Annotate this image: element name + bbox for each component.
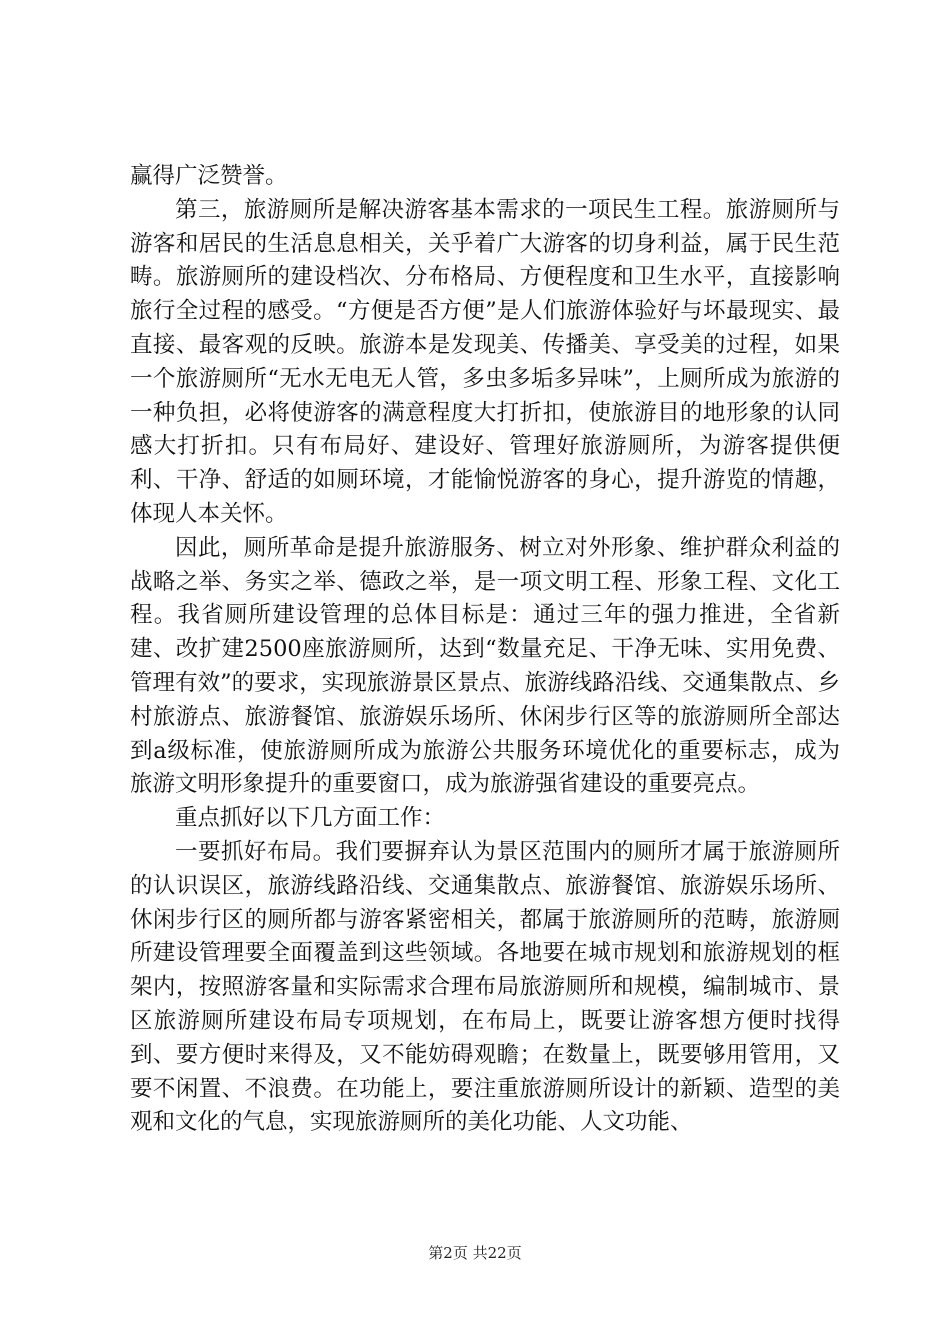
paragraph-5: 一要抓好布局。我们要摒弃认为景区范围内的厕所才属于旅游厕所的认识误区，旅游线路沿线、交通集散点、旅游餐馆、旅游娱乐场所、休闲步行区的厕所都与游客紧密相关，都属于旅游厕所的范畴，旅游厕所建设管理要全面覆盖到这些领域。各地要在城市规划和旅游规划的框架内，按照游客量和实际需求合理布局旅游厕所和规模，编制城市、景区旅游厕所建设布局专项规划，在布局上，既要让游客想方便时找得到、要方便时来得及，又不能妨碍观瞻；在数量上，既要够用管用，又要不闲置、不浪费。在功能上，要注重旅游厕所设计的新颖、造型的美观和文化的气息，实现旅游厕所的美化功能、人文功能、	[130, 838, 840, 1136]
paragraph-1: 赢得广泛赞誉。	[130, 163, 288, 189]
paragraph-2: 第三，旅游厕所是解决游客基本需求的一项民生工程。旅游厕所与游客和居民的生活息息相关，关乎着广大游客的切身利益，属于民生范畴。旅游厕所的建设档次、分布格局、方便程度和卫生水平，直接影响旅行全过程的感受。“方便是否方便”是人们旅游体验好与坏最现实、最直接、最客观的反映。旅游本是发现美、传播美、享受美的过程，如果一个旅游厕所“无水无电无人管，多虫多垢多异味”，上厕所成为旅游的一种负担，必将使游客的满意程度大打折扣，使旅游目的地形象的认同感大打折扣。只有布局好、建设好、管理好旅游厕所，为游客提供便利、干净、舒适的如厕环境，才能愉悦游客的身心，提升游览的情趣，体现人本关怀。	[130, 196, 840, 527]
paragraph-4: 重点抓好以下几方面工作：	[175, 805, 446, 832]
page-number-footer: 第2页 共22页	[428, 1244, 522, 1262]
document-body	[130, 160, 840, 1140]
paragraph-3: 因此，厕所革命是提升旅游服务、树立对外形象、维护群众利益的战略之举、务实之举、德政之举，是一项文明工程、形象工程、文化工程。我省厕所建设管理的总体目标是：通过三年的强力推进，全省新建、改扩建2500座旅游厕所，达到“数量充足、干净无味、实用免费、管理有效”的要求，实现旅游景区景点、旅游线路沿线、交通集散点、乡村旅游点、旅游餐馆、旅游娱乐场所、休闲步行区等的旅游厕所全部达到a级标准，使旅游厕所成为旅游公共服务环境优化的重要标志，成为旅游文明形象提升的重要窗口，成为旅游强省建设的重要亮点。	[130, 534, 840, 798]
